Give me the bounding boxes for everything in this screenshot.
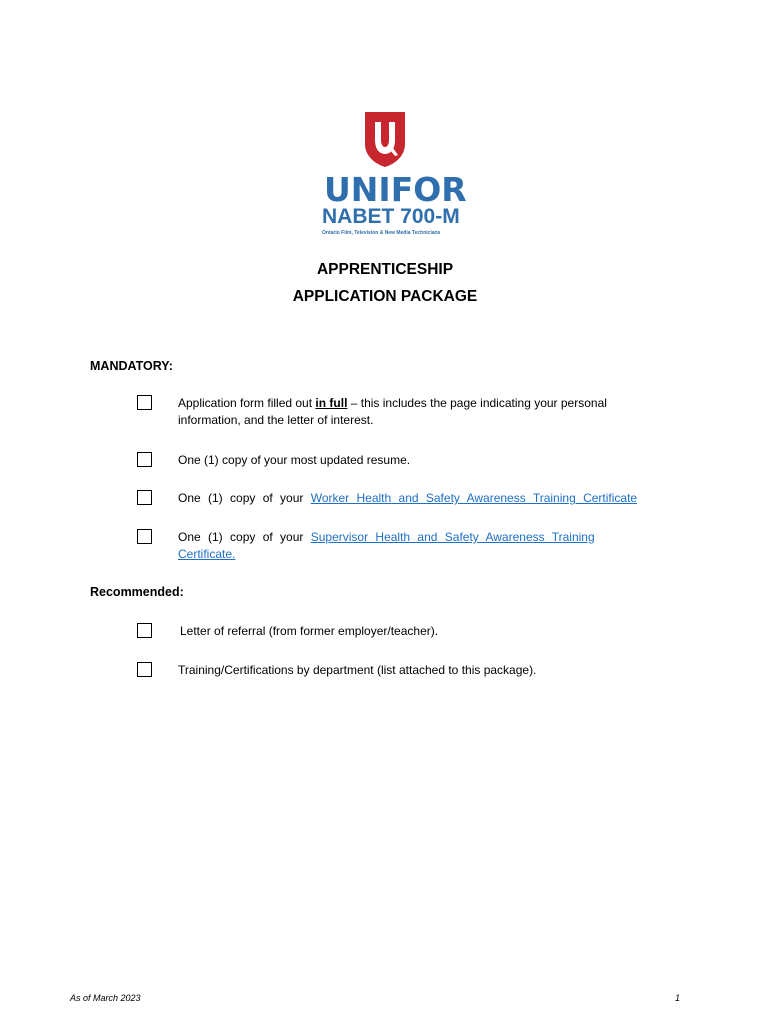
item-training-certs: Training/Certifications by department (list attached to this package). — [178, 663, 537, 677]
logo-wordmark: UNIFOR — [324, 170, 467, 209]
item-referral-letter: Letter of referral (from former employer/teacher). — [180, 624, 439, 638]
logo-tagline: Ontario Film, Television & New Media Technicians — [322, 230, 441, 236]
checkbox-application-form[interactable] — [137, 395, 152, 410]
checkbox-training-certs[interactable] — [137, 662, 152, 677]
item-supervisor-cert-pre: One (1) copy of your — [178, 530, 311, 544]
document-title-line2: APPLICATION PACKAGE — [292, 288, 478, 305]
footer-date: As of March 2023 — [70, 993, 141, 1003]
mandatory-heading: MANDATORY: — [90, 359, 173, 373]
checkbox-referral-letter[interactable] — [137, 623, 152, 638]
checkbox-resume[interactable] — [137, 452, 152, 467]
checkbox-supervisor-cert[interactable] — [137, 529, 152, 544]
item-application-form — [178, 395, 638, 429]
recommended-heading: Recommended: — [90, 585, 184, 599]
unifor-emblem-icon — [362, 110, 408, 168]
checkbox-worker-cert[interactable] — [137, 490, 152, 505]
document-title-line1: APPRENTICESHIP — [316, 261, 454, 278]
worker-cert-link[interactable]: Worker Health and Safety Awareness Training Certificate — [310, 491, 638, 505]
page-number: 1 — [675, 993, 681, 1003]
item-resume: One (1) copy of your most updated resume. — [178, 453, 411, 467]
item-worker-cert — [178, 490, 638, 507]
supervisor-cert-link[interactable]: Supervisor Health and Safety Awareness Training Certificate. — [178, 530, 595, 561]
item-supervisor-cert — [178, 529, 598, 563]
item-application-form-post: – this includes the page indicating your personal information, and the letter of interest. — [178, 396, 607, 427]
item-application-form-pre: Application form filled out — [178, 396, 316, 410]
item-application-form-emphasis: in full — [315, 396, 348, 410]
logo-local-name: NABET 700-M — [322, 205, 460, 228]
unifor-logo — [300, 108, 470, 240]
item-worker-cert-pre: One (1) copy of your — [178, 491, 311, 505]
